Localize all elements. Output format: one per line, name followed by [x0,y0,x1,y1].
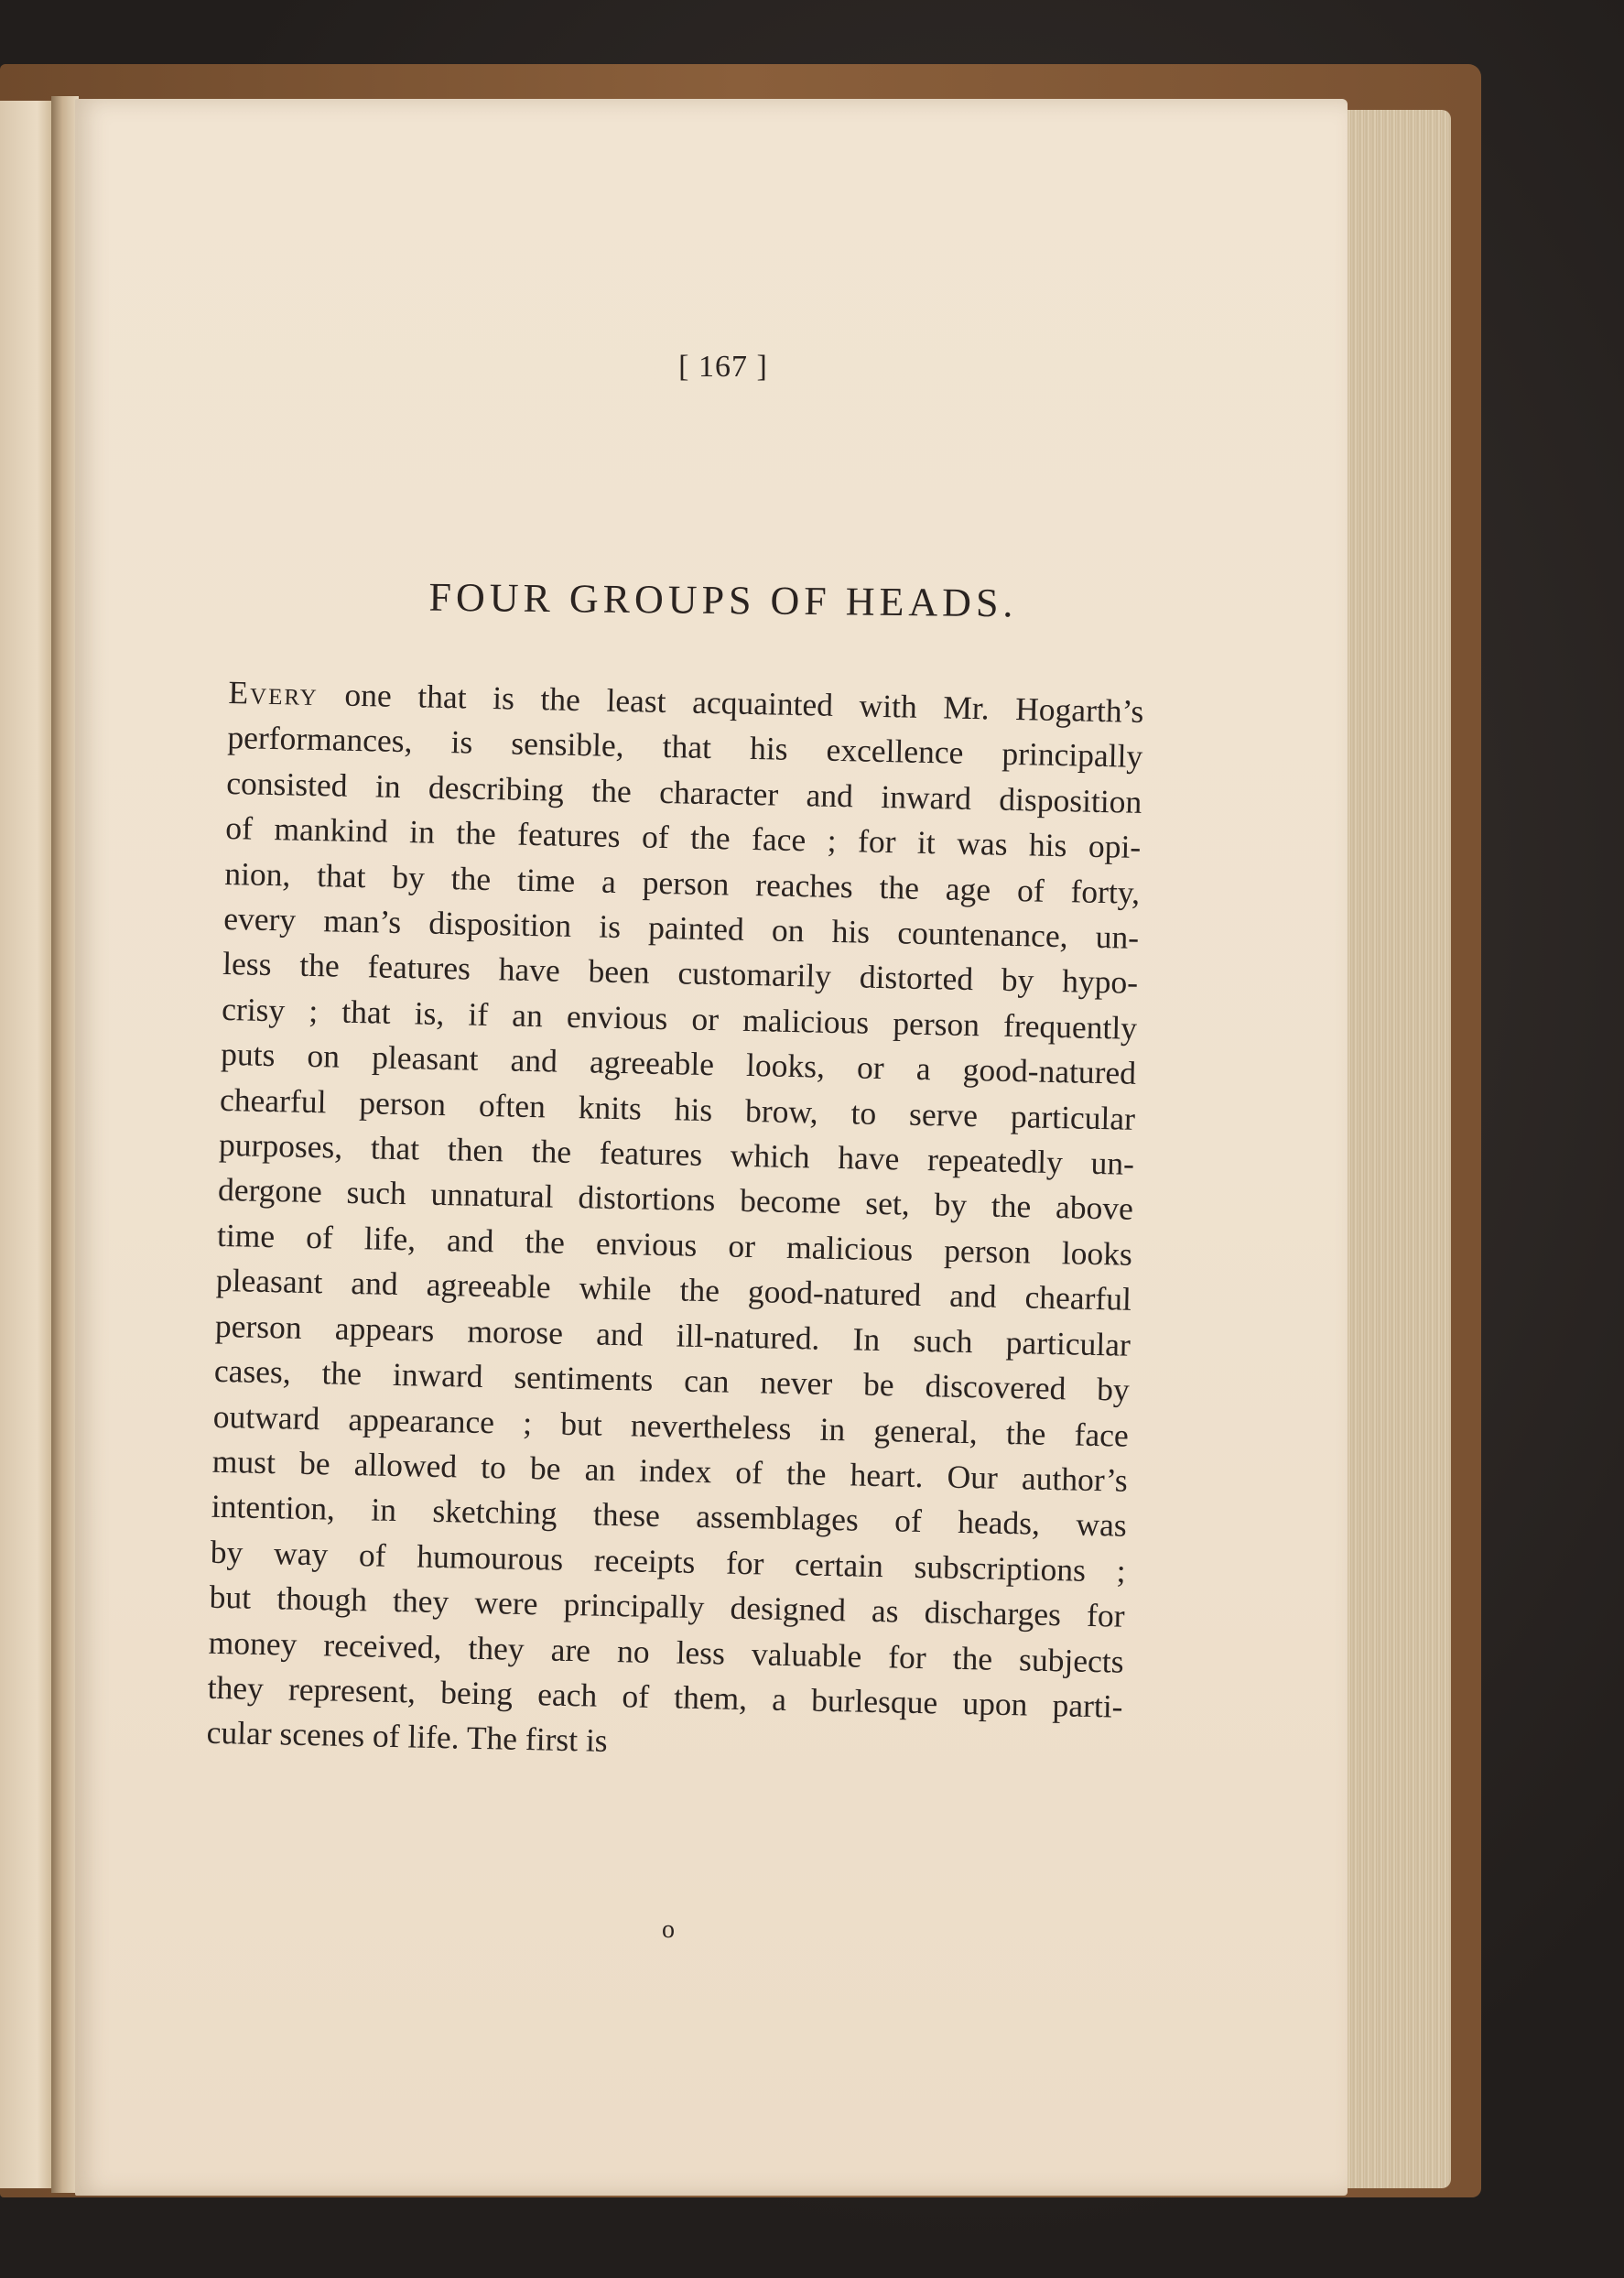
body-line-7: less the features have been customarily distorted by hypo- [222,945,1139,1002]
body-line-3: consisted in describing the character and inward disposition [226,764,1142,820]
page-number: [ 167 ] [678,350,768,384]
body-line-24: cular scenes of life. The first is [206,1714,609,1760]
signature-mark: o [662,1915,675,1944]
body-line-8: crisy ; that is, if an envious or malicious person frequently [221,990,1138,1047]
body-line-23: they represent, being each of them, a burlesque upon parti- [207,1668,1123,1725]
page-edges [1332,110,1451,2188]
body-line-21: but though they were principally designed as discharges for [209,1578,1126,1634]
body-line-17: outward appearance ; but nevertheless in general, the face [212,1397,1130,1454]
body-line-12: dergone such unnatural distortions become set, by the above [217,1171,1134,1228]
body-line-14: pleasant and agreeable while the good-natured and chearful [215,1262,1132,1318]
body-line-11: purposes, that then the features which have repeatedly un- [218,1125,1135,1182]
body-line-13: time of life, and the envious or malicious person looks [216,1216,1133,1273]
body-line-4: of mankind in the features of the face ; for it was his opi- [224,809,1142,866]
body-line-9: puts on pleasant and agreeable looks, or a good-natured [220,1036,1137,1092]
body-line-15: person appears morose and ill-natured. In such particular [214,1307,1131,1363]
body-line-6: every man’s disposition is painted on his countenance, un- [222,899,1140,956]
body-line-22: money received, they are no less valuable for the subjects [208,1623,1124,1680]
body-line-1: Every one that is the least acquainted with Mr. Hogarth’s [228,673,1144,730]
left-page-edge [0,101,53,2188]
body-line-5: nion, that by the time a person reaches the age of forty, [223,854,1141,911]
body-line-18: must be allowed to be an index of the heart. Our author’s [211,1442,1129,1499]
body-line-2: performances, is sensible, that his excellence principally [227,719,1143,776]
body-line-19: intention, in sketching these assemblages of heads, was [211,1488,1128,1545]
body-text [206,670,1144,1774]
chapter-title: FOUR GROUPS OF HEADS. [428,574,1018,626]
body-line-20: by way of humourous receipts for certain subscriptions ; [210,1533,1127,1589]
body-line-16: cases, the inward sentiments can never be discovered by [213,1351,1131,1408]
opening-word: Every [228,673,319,713]
body-line-10: chearful person often knits his brow, to serve particular [219,1080,1136,1137]
